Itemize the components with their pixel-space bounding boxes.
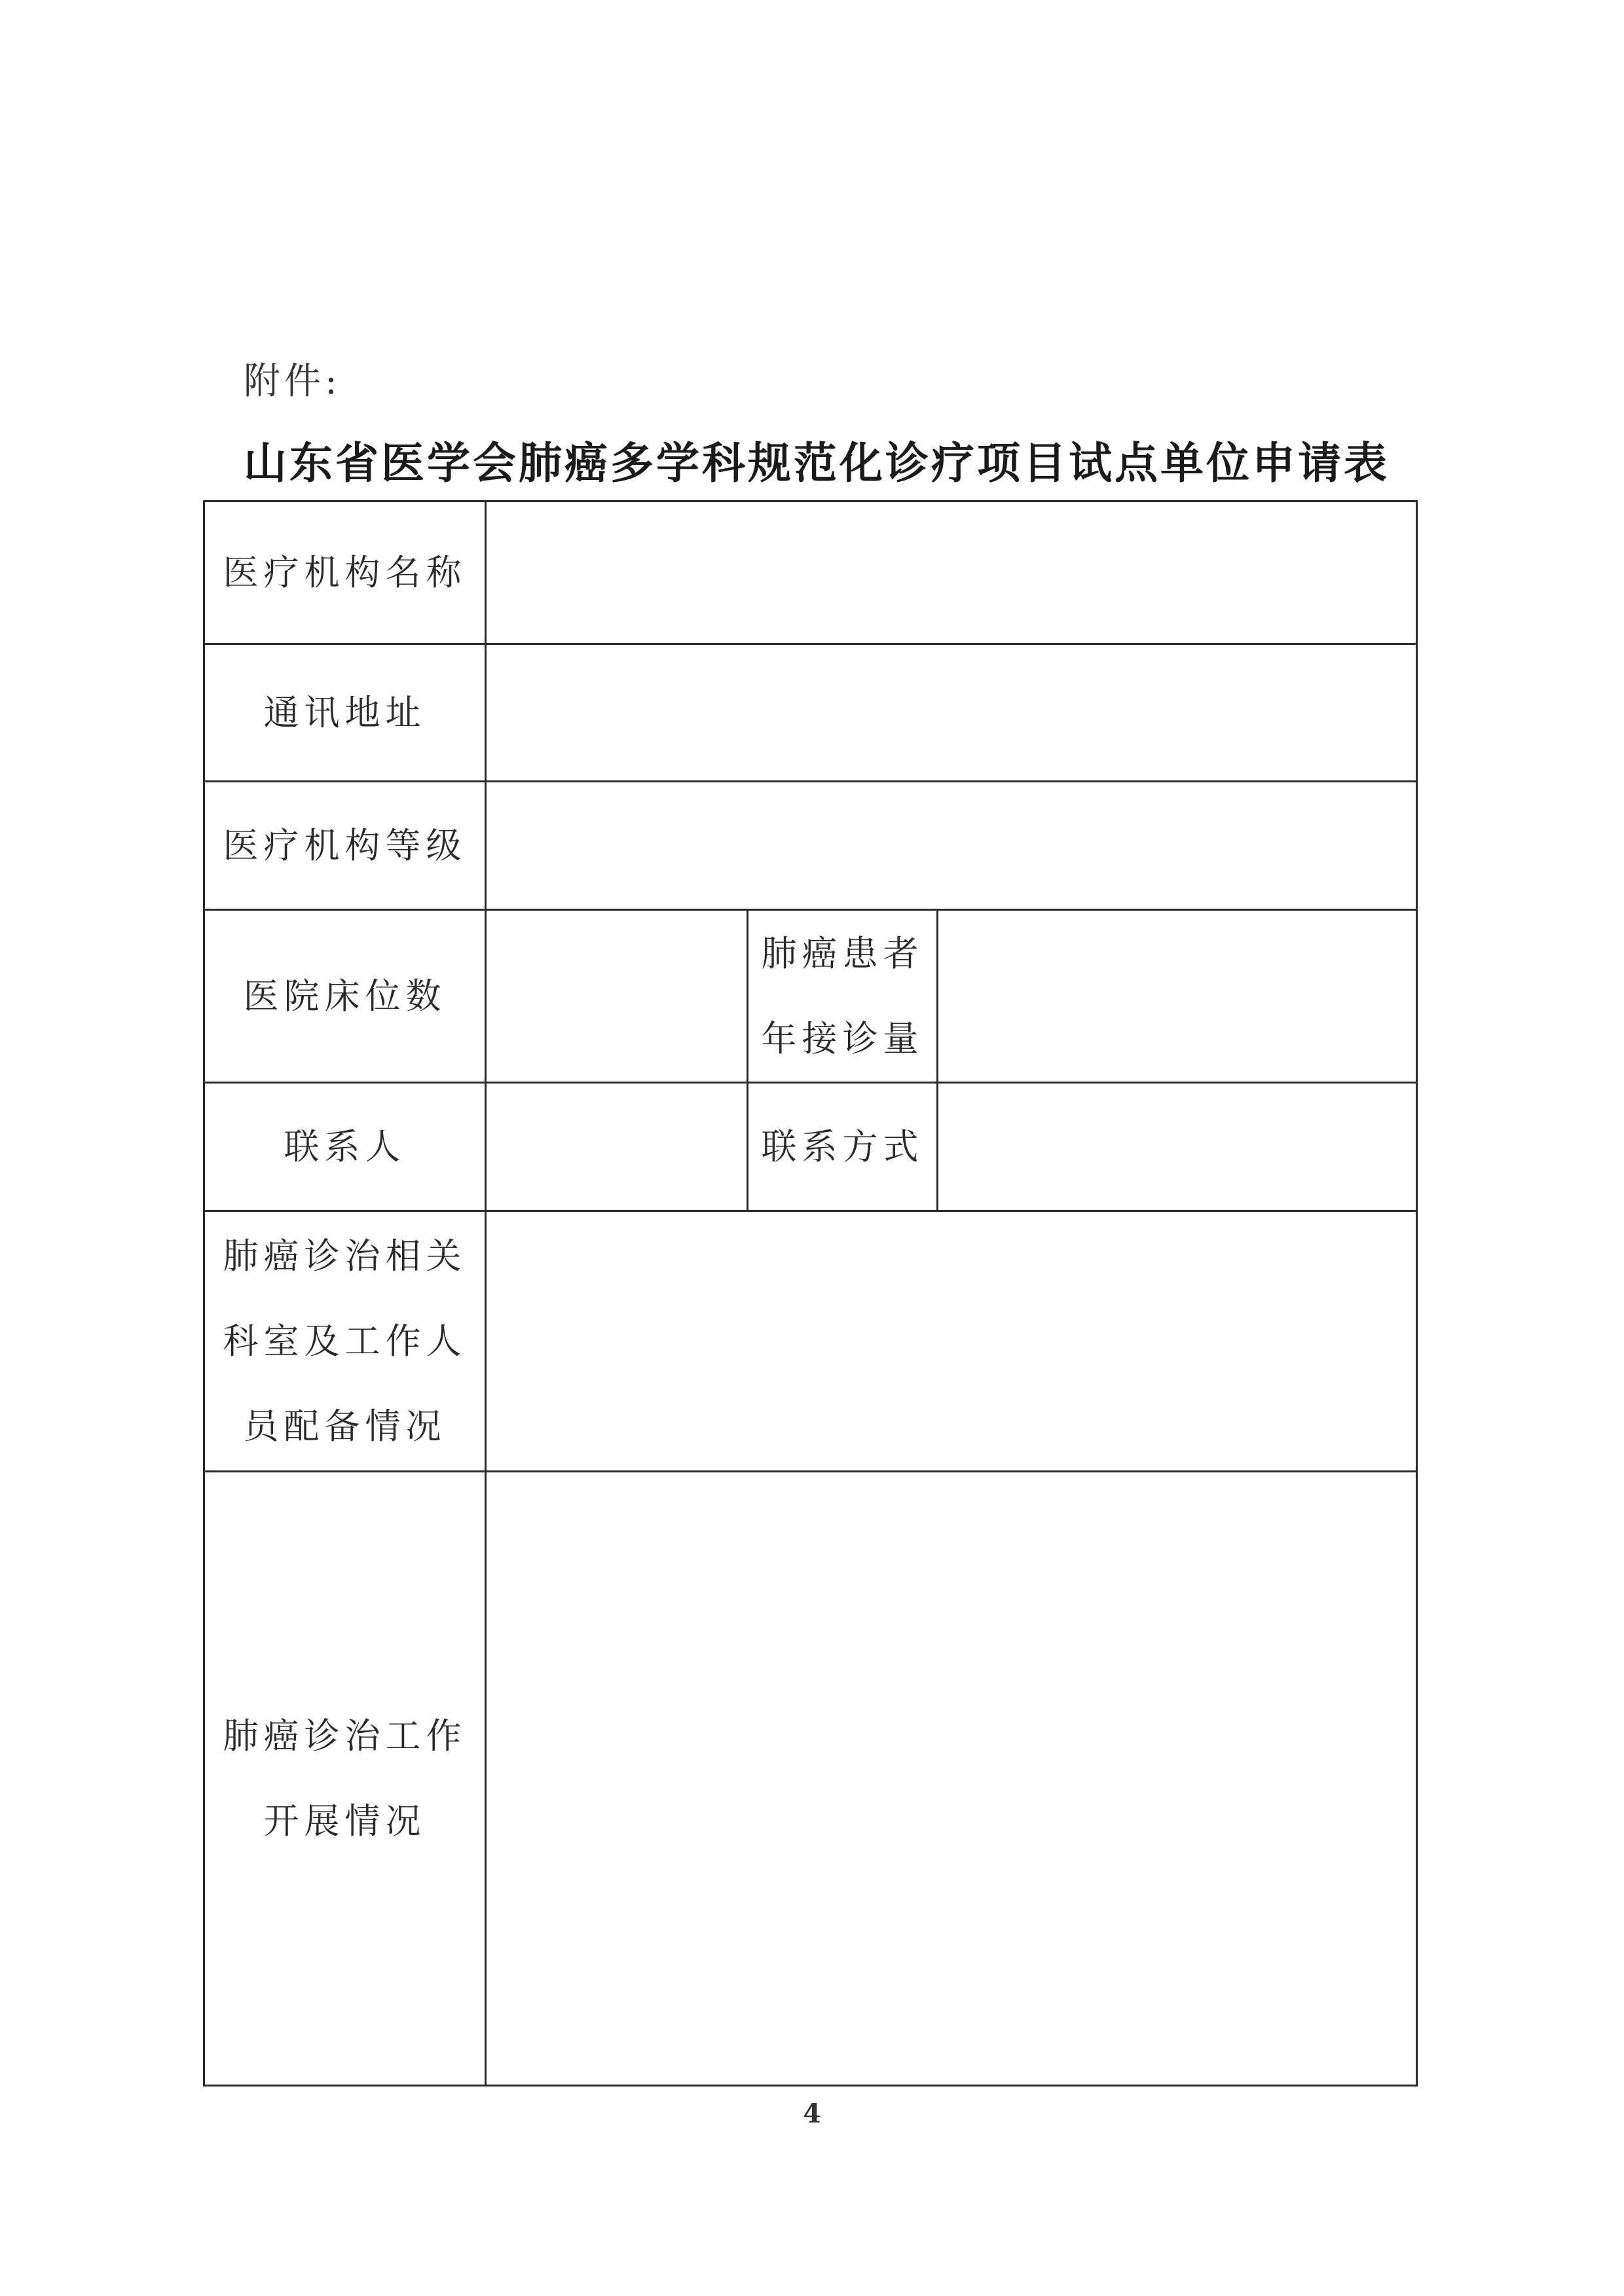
institution-level-field[interactable] xyxy=(486,782,1417,910)
row-address xyxy=(204,644,1417,782)
departments-label-line1: 肺癌诊治相关 xyxy=(223,1235,467,1277)
bed-count-label-text: 医院床位数 xyxy=(243,975,447,1017)
row-institution-name xyxy=(204,501,1417,644)
institution-level-label xyxy=(204,782,486,910)
annual-patients-label-line1: 肺癌患者 xyxy=(761,932,924,974)
annual-patients-field[interactable] xyxy=(938,910,1417,1083)
institution-level-label-text: 医疗机构等级 xyxy=(223,824,467,866)
work-status-field[interactable] xyxy=(486,1472,1417,2086)
departments-label-line3: 员配备情况 xyxy=(243,1405,447,1447)
contact-method-field[interactable] xyxy=(938,1083,1417,1211)
address-field[interactable] xyxy=(486,644,1417,782)
row-departments xyxy=(204,1211,1417,1472)
row-beds-patients xyxy=(204,910,1417,1083)
address-label-text: 通讯地址 xyxy=(263,691,426,733)
institution-name-label-text: 医疗机构名称 xyxy=(223,551,467,593)
work-status-label-line2: 开展情况 xyxy=(263,1800,426,1842)
row-institution-level xyxy=(204,782,1417,910)
contact-person-field[interactable] xyxy=(486,1083,748,1211)
contact-method-label xyxy=(748,1083,938,1211)
departments-field[interactable] xyxy=(486,1211,1417,1472)
departments-label-line2: 科室及工作人 xyxy=(223,1320,467,1362)
work-status-label-line1: 肺癌诊治工作 xyxy=(223,1715,467,1757)
work-status-label xyxy=(204,1472,486,2086)
contact-method-label-text: 联系方式 xyxy=(761,1125,924,1167)
bed-count-label xyxy=(204,910,486,1083)
contact-person-label-text: 联系人 xyxy=(284,1125,406,1167)
bed-count-field[interactable] xyxy=(486,910,748,1083)
annual-patients-label xyxy=(748,910,938,1083)
application-form-table xyxy=(203,500,1418,2086)
row-contact xyxy=(204,1083,1417,1211)
institution-name-field[interactable] xyxy=(486,501,1417,644)
address-label xyxy=(204,644,486,782)
institution-name-label xyxy=(204,501,486,644)
annual-patients-label-line2: 年接诊量 xyxy=(761,1017,924,1059)
contact-person-label xyxy=(204,1083,486,1211)
departments-label xyxy=(204,1211,486,1472)
row-work-status xyxy=(204,1472,1417,2086)
page-number: 4 xyxy=(803,2098,821,2129)
page-title: 山东省医学会肺癌多学科规范化诊疗项目试点单位申请表 xyxy=(244,437,1390,488)
attachment-label: 附件: xyxy=(244,360,341,403)
